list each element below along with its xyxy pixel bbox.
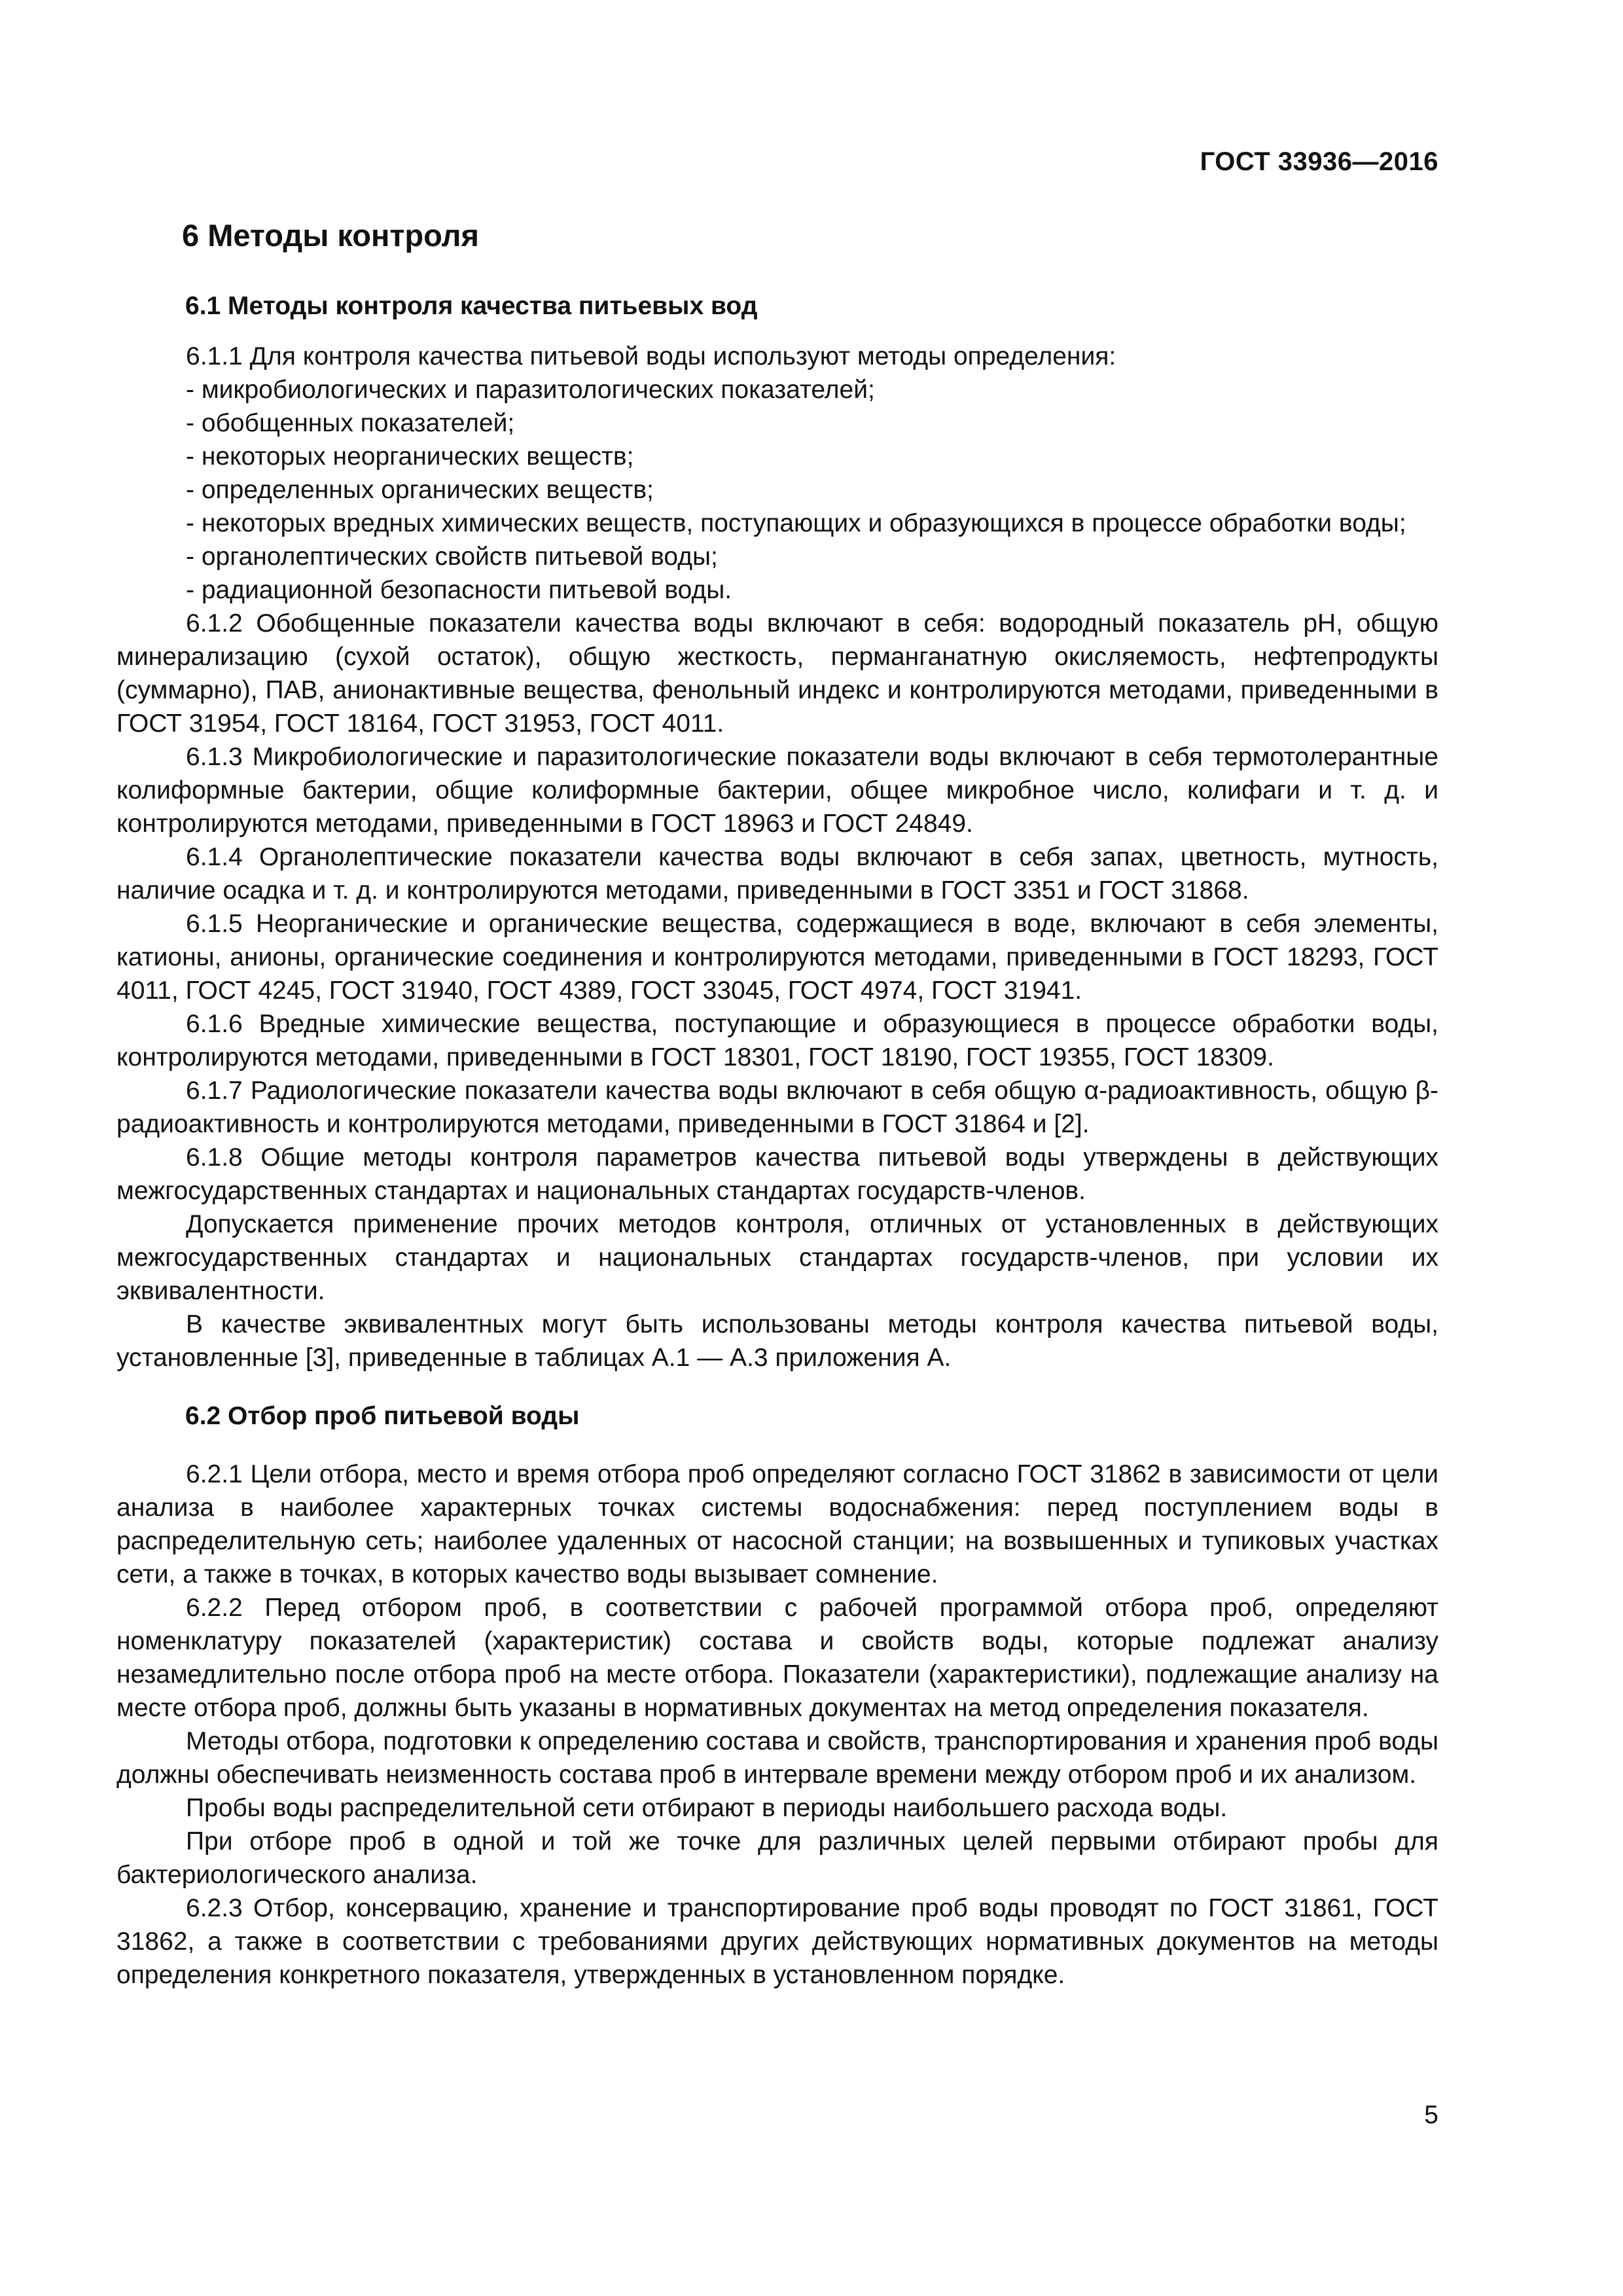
paragraph-6-1-8: 6.1.8 Общие методы контроля параметров качества питьевой воды утверждены в действующих межгосударственных стандартах и национальных стандартах государств-членов. [116, 1143, 1438, 1205]
page-number: 5 [1424, 2101, 1438, 2129]
section-title: 6 Методы контроля [182, 218, 479, 253]
paragraph-6-2-3: 6.2.3 Отбор, консервацию, хранение и транспортирование проб воды проводят по ГОСТ 31861, ГОСТ 31862, а также в соответствии с требованиями других действующих нормативных документов на методы определения конкретного показателя, утвержденных в установленном порядке. [116, 1894, 1438, 1989]
list-item: - обобщенных показателей; [186, 409, 515, 437]
paragraph-same-point-sampling: При отборе проб в одной и той же точке для различных целей первыми отбирают пробы для бактериологического анализа. [116, 1827, 1438, 1889]
list-item: - некоторых неорганических веществ; [186, 442, 634, 471]
list-item: - радиационной безопасности питьевой воды. [186, 576, 732, 604]
list-item: - органолептических свойств питьевой воды; [186, 543, 718, 571]
list-item: - определенных органических веществ; [186, 476, 654, 504]
page-content [116, 216, 1438, 1992]
paragraph-6-2-1: 6.2.1 Цели отбора, место и время отбора проб определяют согласно ГОСТ 31862 в зависимости от цели анализа в наиболее характерных точках системы водоснабжения: перед поступлением воды в распределительную сеть; наиболее удаленных от насосной станции; на возвышенных и тупиковых участках сети, а также в точках, в которых качество воды вызывает сомнение. [116, 1460, 1438, 1588]
list-item: - некоторых вредных химических веществ, поступающих и образующихся в процессе обработки воды; [186, 509, 1406, 537]
document-code: ГОСТ 33936—2016 [1200, 147, 1438, 176]
subsection-title-6-2: 6.2 Отбор проб питьевой воды [185, 1402, 580, 1430]
list-item: - микробиологических и паразитологических показателей; [186, 376, 875, 404]
paragraph-6-2-2: 6.2.2 Перед отбором проб, в соответствии с рабочей программой отбора проб, определяют номенклатуру показателей (характеристик) состава и свойств воды, которые подлежат анализу незамедлительно после отбора проб на месте отбора. Показатели (характеристики), подлежащие анализу на месте отбора проб, должны быть указаны в нормативных документах на метод определения показателя. [116, 1594, 1438, 1722]
paragraph-distribution-network: Пробы воды распределительной сети отбирают в периоды наибольшего расхода воды. [186, 1794, 1228, 1822]
paragraph-6-1-3: 6.1.3 Микробиологические и паразитологические показатели воды включают в себя термотолерантные колиформные бактерии, общие колиформные бактерии, общее микробное число, колифаги и т. д. и контролируются методами, приведенными в ГОСТ 18963 и ГОСТ 24849. [116, 743, 1438, 838]
paragraph-6-1-2: 6.1.2 Обобщенные показатели качества воды включают в себя: водородный показатель pH, общую минерализацию (сухой остаток), общую жесткость, перманганатную окисляемость, нефтепродукты (суммарно), ПАВ, анионактивные вещества, фенольный индекс и контролируются методами, приведенными в ГОСТ 31954, ГОСТ 18164, ГОСТ 31953, ГОСТ 4011. [116, 609, 1438, 738]
paragraph-6-1-1: 6.1.1 Для контроля качества питьевой воды используют методы определения: [186, 342, 1116, 370]
paragraph-allowed-methods: Допускается применение прочих методов контроля, отличных от установленных в действующих межгосударственных стандартах и национальных стандартах государств-членов, при условии их эквивалентности. [116, 1210, 1438, 1305]
paragraph-6-1-4: 6.1.4 Органолептические показатели качества воды включают в себя запах, цветность, мутность, наличие осадка и т. д. и контролируются методами, приведенными в ГОСТ 3351 и ГОСТ 31868. [116, 843, 1438, 905]
paragraph-sampling-methods: Методы отбора, подготовки к определению состава и свойств, транспортирования и хранения проб воды должны обеспечивать неизменность состава проб в интервале времени между отбором проб и их анализом. [116, 1727, 1438, 1789]
subsection-title-6-1: 6.1 Методы контроля качества питьевых вод [185, 292, 758, 320]
paragraph-6-1-7: 6.1.7 Радиологические показатели качества воды включают в себя общую α-радиоактивность, общую β-радиоактивность и контролируются методами, приведенными в ГОСТ 31864 и [2]. [116, 1077, 1438, 1138]
paragraph-6-1-6: 6.1.6 Вредные химические вещества, поступающие и образующиеся в процессе обработки воды, контролируются методами, приведенными в ГОСТ 18301, ГОСТ 18190, ГОСТ 19355, ГОСТ 18309. [116, 1010, 1438, 1071]
paragraph-6-1-5: 6.1.5 Неорганические и органические вещества, содержащиеся в воде, включают в себя элементы, катионы, анионы, органические соединения и контролируются методами, приведенными в ГОСТ 18293, ГОСТ 4011, ГОСТ 4245, ГОСТ 31940, ГОСТ 4389, ГОСТ 33045, ГОСТ 4974, ГОСТ 31941. [116, 910, 1438, 1005]
paragraph-equivalent-methods: В качестве эквивалентных могут быть использованы методы контроля качества питьевой воды, установленные [3], приведенные в таблицах А.1 — А.3 приложения А. [116, 1310, 1438, 1372]
